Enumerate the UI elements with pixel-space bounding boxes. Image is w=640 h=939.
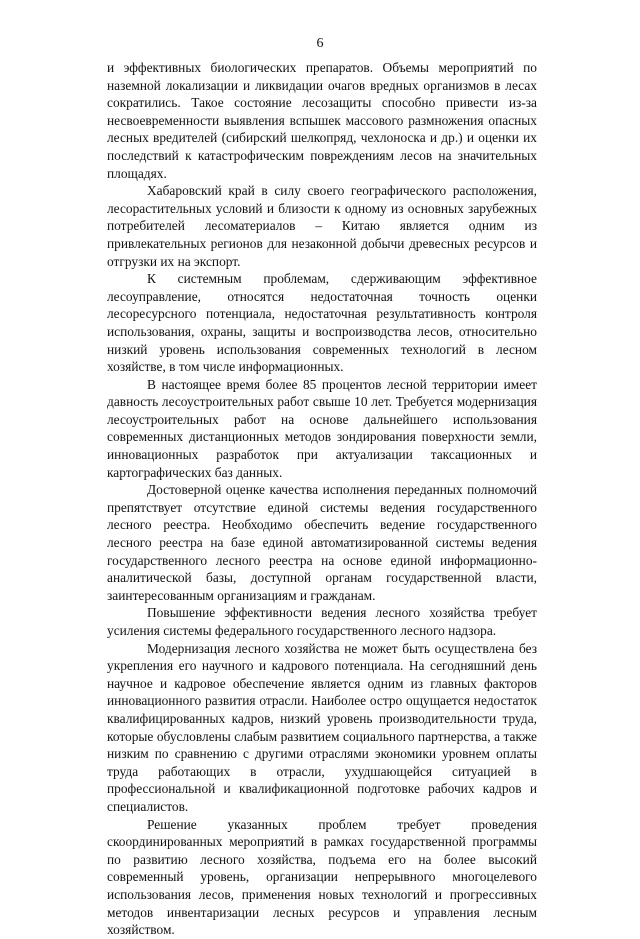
paragraph-program-solution: Решение указанных проблем требует проведения скоординированных мероприятий в рамках государственной программы по развитию лесного хозяйства, подъема его на более высокий современный уровень, организации непрерывного многоцелевого использования лесов, применения новых технологий и прогрессивных методов инвентаризации лесных ресурсов и управления лесным хозяйством. xyxy=(107,816,537,938)
paragraph-forest-protection-continued: и эффективных биологических препаратов. Объемы мероприятий по наземной локализации и ликвидации очагов вредных организмов в лесах сократились. Такое состояние лесозащиты способно привести из-за несвоевременности выявления вспышек массового размножения опасных лесных вредителей (сибирский шелкопряд, чехлоноска и др.) и оценки их последствий к катастрофическим повреждениям лесов на значительных площадях. xyxy=(107,60,537,181)
paragraph-forest-inventory: В настоящее время более 85 процентов лесной территории имеет давность лесоустроительных работ свыше 10 лет. Требуется модернизация лесоустроительных работ на основе дальнейшего использования современных дистанционных методов зондирования поверхности земли, инновационных разработок при актуализации таксационных и картографических баз данных. xyxy=(107,376,537,480)
paragraph-forest-registry: Достоверной оценке качества исполнения переданных полномочий препятствует отсутствие единой системы ведения государственного лесного реестра. Необходимо обеспечить ведение государственного лесного реестра на базе единой автоматизированной системы ведения государственного лесного реестра на основе единой информационно-аналитической базы, доступной органам государственной власти, заинтересованным организациям и гражданам. xyxy=(107,482,537,603)
document-body xyxy=(107,59,537,939)
paragraph-khabarovsk-export: Хабаровский край в силу своего географического расположения, лесорастительных условий и близости к одному из основных зарубежных потребителей лесоматериалов – Китаю является одним из привлекательных регионов для незаконной добычи древесных ресурсов и отгрузки их на экспорт. xyxy=(107,183,537,269)
paragraph-staff-potential: Модернизация лесного хозяйства не может быть осуществлена без укрепления его научного и кадрового потенциала. На сегодняшний день научное и кадровое обеспечение является одним из главных факторов инновационного развития отрасли. Наиболее остро ощущается недостаток квалифицированных кадров, низкий уровень производительности труда, которые обусловлены слабым развитием социального партнерства, а также низким по сравнению с другими отраслями экономики уровнем оплаты труда работающих в отрасли, ухудшающейся ситуацией в профессиональной и квалификационной подготовке рабочих кадров и специалистов. xyxy=(107,640,537,814)
paragraph-forest-supervision: Повышение эффективности ведения лесного хозяйства требует усиления системы федерального государственного лесного надзора. xyxy=(107,605,537,638)
paragraph-systemic-problems: К системным проблемам, сдерживающим эффективное лесоуправление, относятся недостаточная точность оценки лесоресурсного потенциала, недостаточная результативность контроля использования, охраны, защиты и воспроизводства лесов, относительно низкий уровень использования современных технологий в лесном хозяйстве, в том числе информационных. xyxy=(107,271,537,375)
page-number: 6 xyxy=(316,36,324,51)
